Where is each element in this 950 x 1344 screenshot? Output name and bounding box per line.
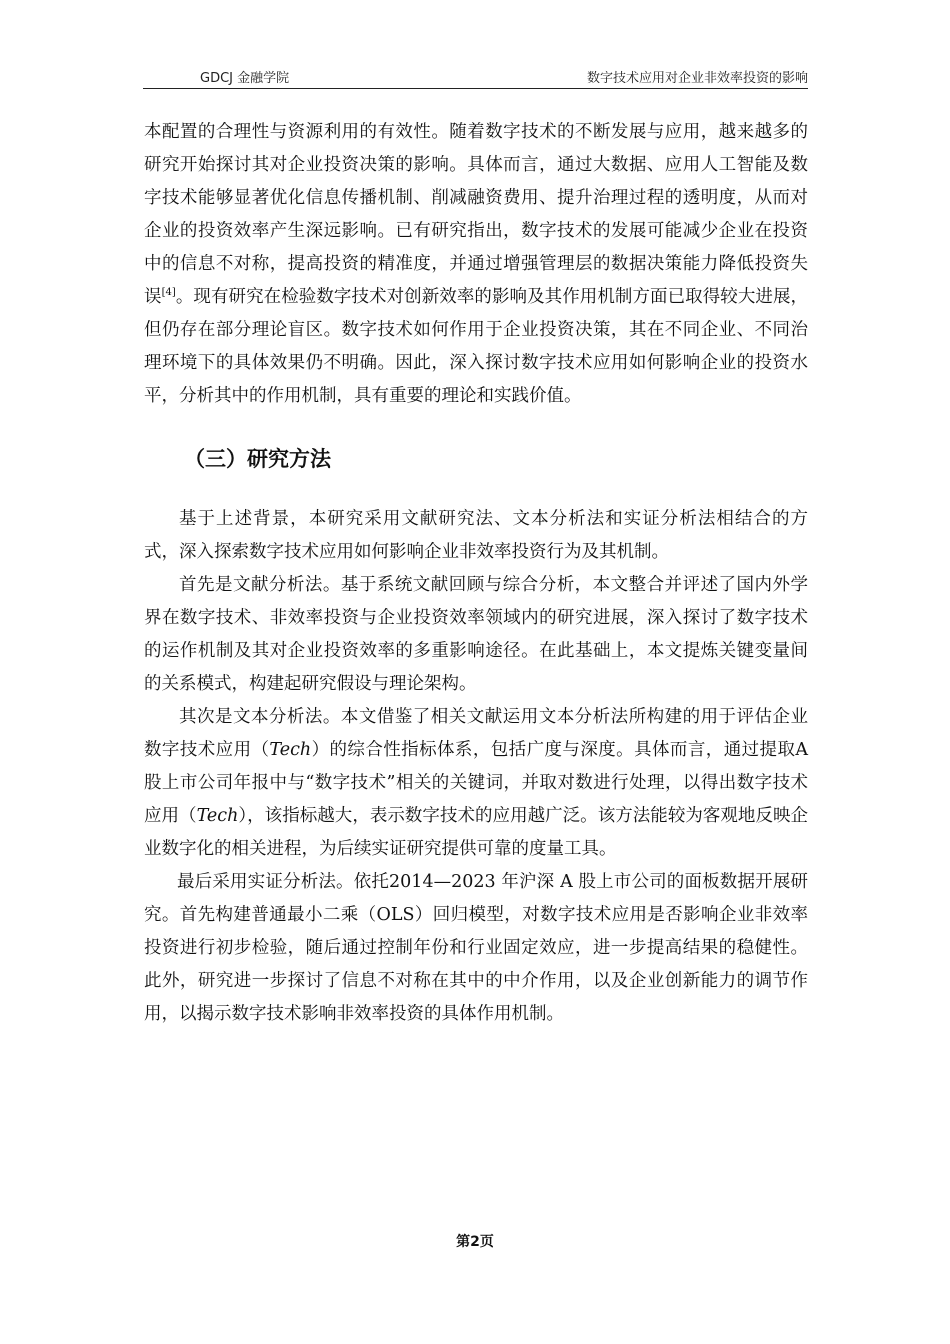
document-body xyxy=(144,116,808,1031)
variable-tech: Tech xyxy=(196,806,239,826)
paragraph-text: 其次是文本分析法。本文借鉴了相关文献运用文本分析法所构建的用于评估企业数字技术应用（ xyxy=(144,707,808,760)
paragraph-text: ），该指标越大，表示数字技术的应用越广泛。该方法能较为客观地反映企业数字化的相关进程，为后续实证研究提供可靠的度量工具。 xyxy=(144,806,809,859)
paragraph-background xyxy=(144,116,808,413)
section-heading: （三）研究方法 xyxy=(184,447,331,471)
citation-reference: [4] xyxy=(161,287,176,298)
header-thesis-title: 数字技术应用对企业非效率投资的影响 xyxy=(586,71,808,86)
page-header xyxy=(143,64,808,89)
paragraph-empirical-method: 最后采用实证分析法。依托2014—2023 年沪深 A 股上市公司的面板数据开展研究。首先构建普通最小二乘（OLS）回归模型，对数字技术应用是否影响企业非效率投资进行初步检验，随后通过控制年份和行业固定效应，进一步提高结果的稳健性。此外，研究进一步探讨了信息不对称在其中的中介作用，以及企业创新能力的调节作用，以揭示数字技术影响非效率投资的具体作用机制。 xyxy=(144,872,808,1024)
paragraph-text: 本配置的合理性与资源利用的有效性。随着数字技术的不断发展与应用，越来越多的研究开始探讨其对企业投资决策的影响。具体而言，通过大数据、应用人工智能及数字技术能够显著优化信息传播机制、削减融资费用、提升治理过程的透明度，从而对企业的投资效率产生深远影响。已有研究指出，数字技术的发展可能减少企业在投资中的信息不对称，提高投资的精准度，并通过增强管理层的数据决策能力降低投资失误 xyxy=(144,122,808,307)
paragraph-text-analysis-method xyxy=(144,701,808,866)
paragraph-text: 。现有研究在检验数字技术对创新效率的影响及其作用机制方面已取得较大进展，但仍存在部分理论盲区。数字技术如何作用于企业投资决策，其在不同企业、不同治理环境下的具体效果仍不明确。因此，深入探讨数字技术应用如何影响企业的投资水平，分析其中的作用机制，具有重要的理论和实践价值。 xyxy=(144,287,809,406)
variable-tech: Tech xyxy=(269,740,312,760)
page-number: 第2页 xyxy=(456,1234,494,1250)
paragraph-text: ）的综合性指标体系，包括广度与深度。具体而言，通过提取A股上市公司年报中与“数字技术”相关的关键词，并取对数进行处理，以得出数字技术应用（ xyxy=(144,740,808,826)
header-institution: GDCJ 金融学院 xyxy=(200,71,290,86)
paragraph-literature-method: 首先是文献分析法。基于系统文献回顾与综合分析，本文整合并评述了国内外学界在数字技术、非效率投资与企业投资效率领域内的研究进展，深入探讨了数字技术的运作机制及其对企业投资效率的多重影响途径。在此基础上，本文提炼关键变量间的关系模式，构建起研究假设与理论架构。 xyxy=(144,575,808,694)
paragraph-approach: 基于上述背景，本研究采用文献研究法、文本分析法和实证分析法相结合的方式，深入探索数字技术应用如何影响企业非效率投资行为及其机制。 xyxy=(144,509,808,562)
